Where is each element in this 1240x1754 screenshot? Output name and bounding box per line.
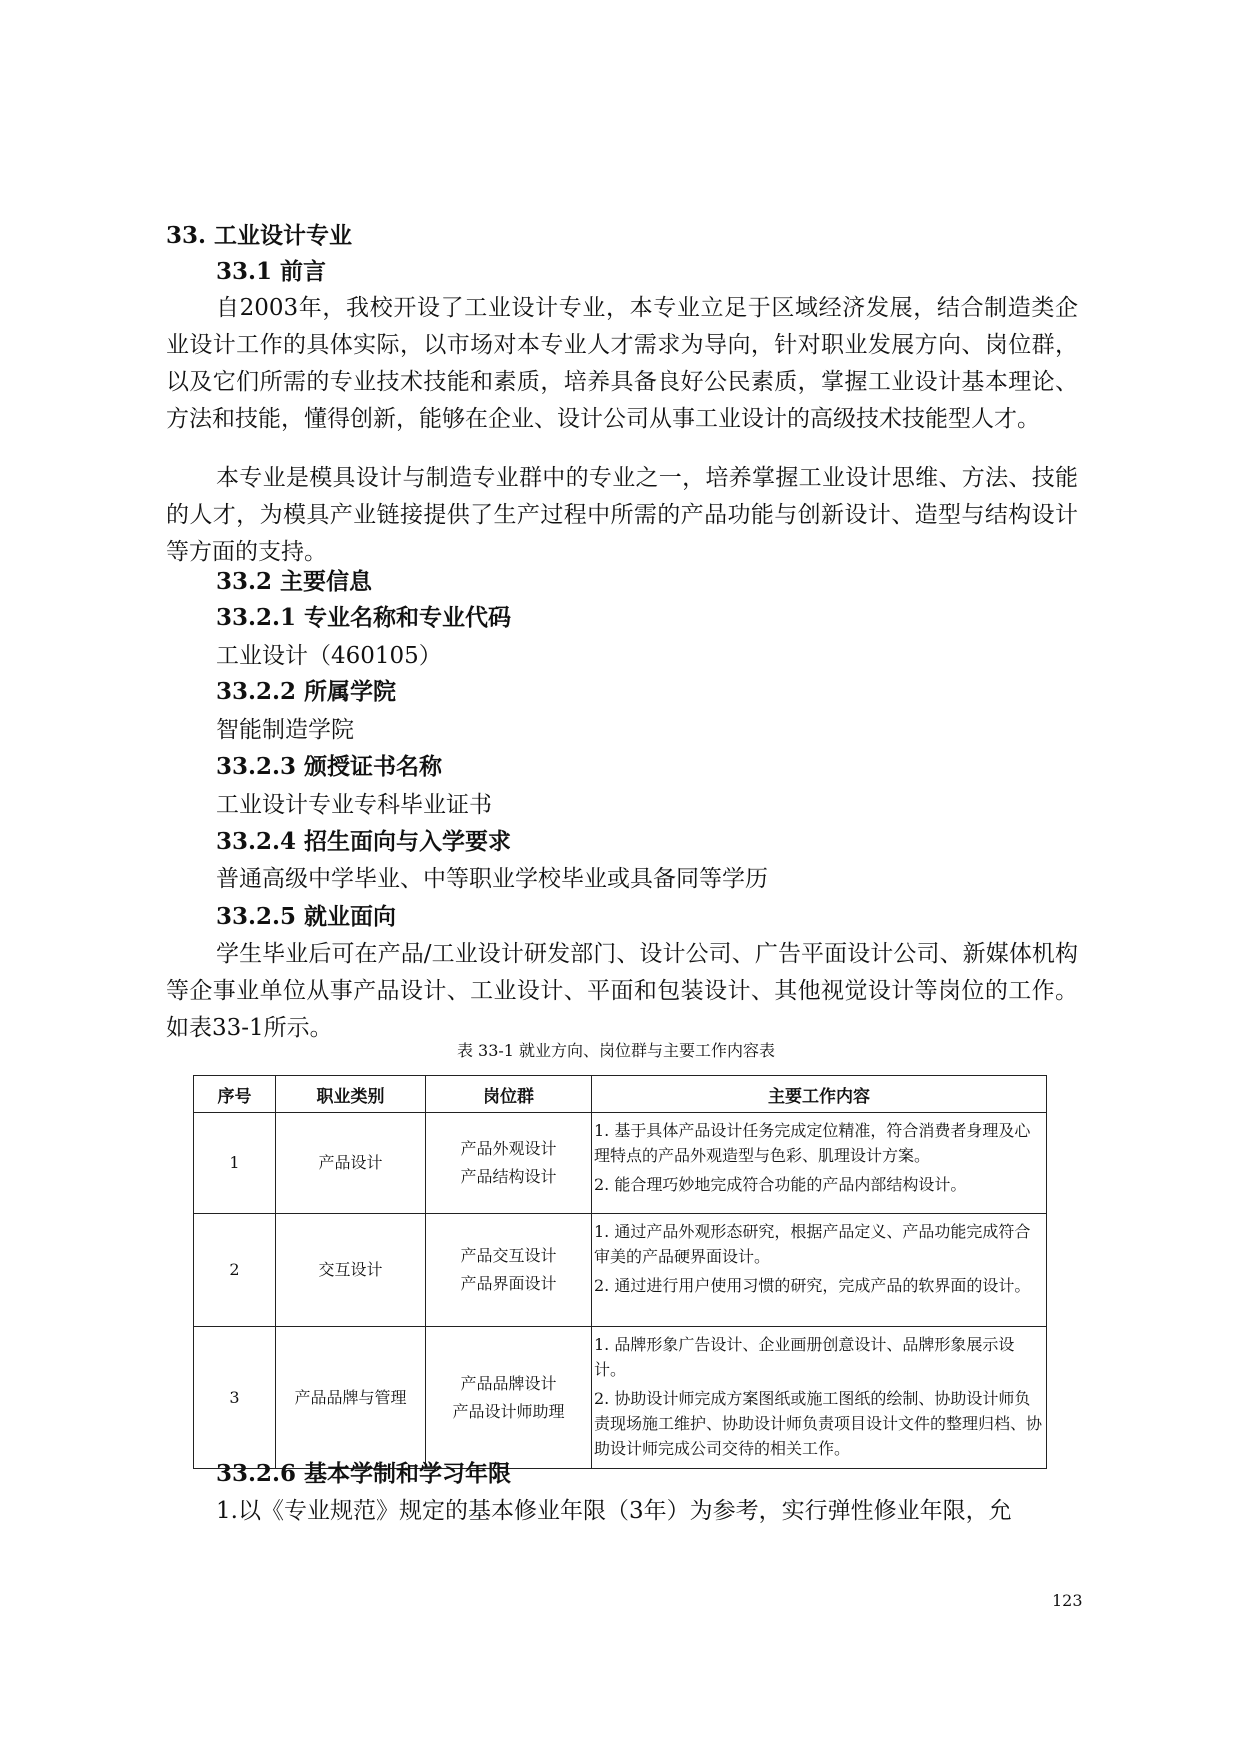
row-positions [426, 1214, 592, 1327]
preface-paragraph-1: 自2003年，我校开设了工业设计专业，本专业立足于区域经济发展，结合制造类企业设计工作的具体实际，以市场对本专业人才需求为导向，针对职业发展方向、岗位群，以及它们所需的专业技术技能和素质，培养具备良好公民素质，掌握工业设计基本理论、方法和技能，懂得创新，能够在企业、设计公司从事工业设计的高级技术技能型人才。 [166, 295, 1078, 432]
row-category: 产品设计 [276, 1113, 426, 1214]
header-positions: 岗位群 [426, 1076, 592, 1113]
content-item: 2. 协助设计师完成方案图纸或施工图纸的绘制、协助设计师负责现场施工维护、协助设计师负责项目设计文件的整理归档、协助设计师完成公司交待的相关工作。 [594, 1389, 1043, 1458]
item-text-admission: 普通高级中学毕业、中等职业学校毕业或具备同等学历 [216, 866, 768, 892]
study-text: 1.以《专业规范》规定的基本修业年限（3年）为参考，实行弹性修业年限，允 [216, 1498, 1012, 1524]
row-content [592, 1327, 1047, 1469]
header-content: 主要工作内容 [592, 1076, 1047, 1113]
content-item: 1. 基于具体产品设计任务完成定位精准，符合消费者身理及心理特点的产品外观造型与色彩、肌理设计方案。 [594, 1121, 1031, 1165]
table-header-row [194, 1076, 1047, 1113]
row-content [592, 1214, 1047, 1327]
row-no: 3 [194, 1327, 276, 1469]
row-category: 交互设计 [276, 1214, 426, 1327]
row-positions [426, 1327, 592, 1469]
position-item: 产品结构设计 [460, 1167, 557, 1186]
item-heading-admission: 33.2.4 招生面向与入学要求 [216, 828, 512, 855]
content-item: 2. 能合理巧妙地完成符合功能的产品内部结构设计。 [594, 1175, 967, 1194]
header-no: 序号 [194, 1076, 276, 1113]
row-content [592, 1113, 1047, 1214]
preface-paragraph-2: 本专业是模具设计与制造专业群中的专业之一，培养掌握工业设计思维、方法、技能的人才，为模具产业链接提供了生产过程中所需的产品功能与创新设计、造型与结构设计等方面的支持。 [166, 465, 1078, 565]
row-positions [426, 1113, 592, 1214]
study-heading: 33.2.6 基本学制和学习年限 [216, 1460, 512, 1487]
employment-table [193, 1075, 1047, 1469]
item-text-certificate: 工业设计专业专科毕业证书 [216, 792, 492, 818]
position-item: 产品界面设计 [460, 1274, 557, 1293]
preface-heading: 33.1 前言 [216, 258, 327, 285]
table-caption: 表 33-1 就业方向、岗位群与主要工作内容表 [456, 1041, 776, 1060]
row-no: 1 [194, 1113, 276, 1214]
table-row [194, 1327, 1047, 1469]
content-item: 1. 品牌形象广告设计、企业画册创意设计、品牌形象展示设计。 [594, 1335, 1015, 1379]
item-heading-college: 33.2.2 所属学院 [216, 678, 397, 705]
section-heading: 33. 工业设计专业 [166, 222, 353, 249]
position-item: 产品交互设计 [460, 1246, 557, 1265]
position-item: 产品设计师助理 [452, 1401, 565, 1421]
table-row [194, 1113, 1047, 1214]
item-heading-certificate: 33.2.3 颁授证书名称 [216, 753, 443, 780]
position-item: 产品外观设计 [460, 1139, 557, 1158]
main-info-heading: 33.2 主要信息 [216, 568, 373, 595]
row-category: 产品品牌与管理 [276, 1327, 426, 1469]
item-heading-name-code: 33.2.1 专业名称和专业代码 [216, 604, 512, 631]
content-item: 2. 通过进行用户使用习惯的研究，完成产品的软界面的设计。 [594, 1276, 1031, 1295]
header-category: 职业类别 [276, 1076, 426, 1113]
position-item: 产品品牌设计 [460, 1373, 557, 1393]
table-row [194, 1214, 1047, 1327]
row-no: 2 [194, 1214, 276, 1327]
item-text-college: 智能制造学院 [216, 717, 354, 743]
item-heading-employment: 33.2.5 就业面向 [216, 903, 397, 930]
page-number: 123 [1052, 1591, 1083, 1610]
item-text-employment: 学生毕业后可在产品/工业设计研发部门、设计公司、广告平面设计公司、新媒体机构等企事业单位从事产品设计、工业设计、平面和包装设计、其他视觉设计等岗位的工作。如表33-1所示。 [166, 941, 1078, 1041]
content-item: 1. 通过产品外观形态研究，根据产品定义、产品功能完成符合审美的产品硬界面设计。 [594, 1222, 1031, 1266]
item-text-name-code: 工业设计（460105） [216, 643, 442, 669]
